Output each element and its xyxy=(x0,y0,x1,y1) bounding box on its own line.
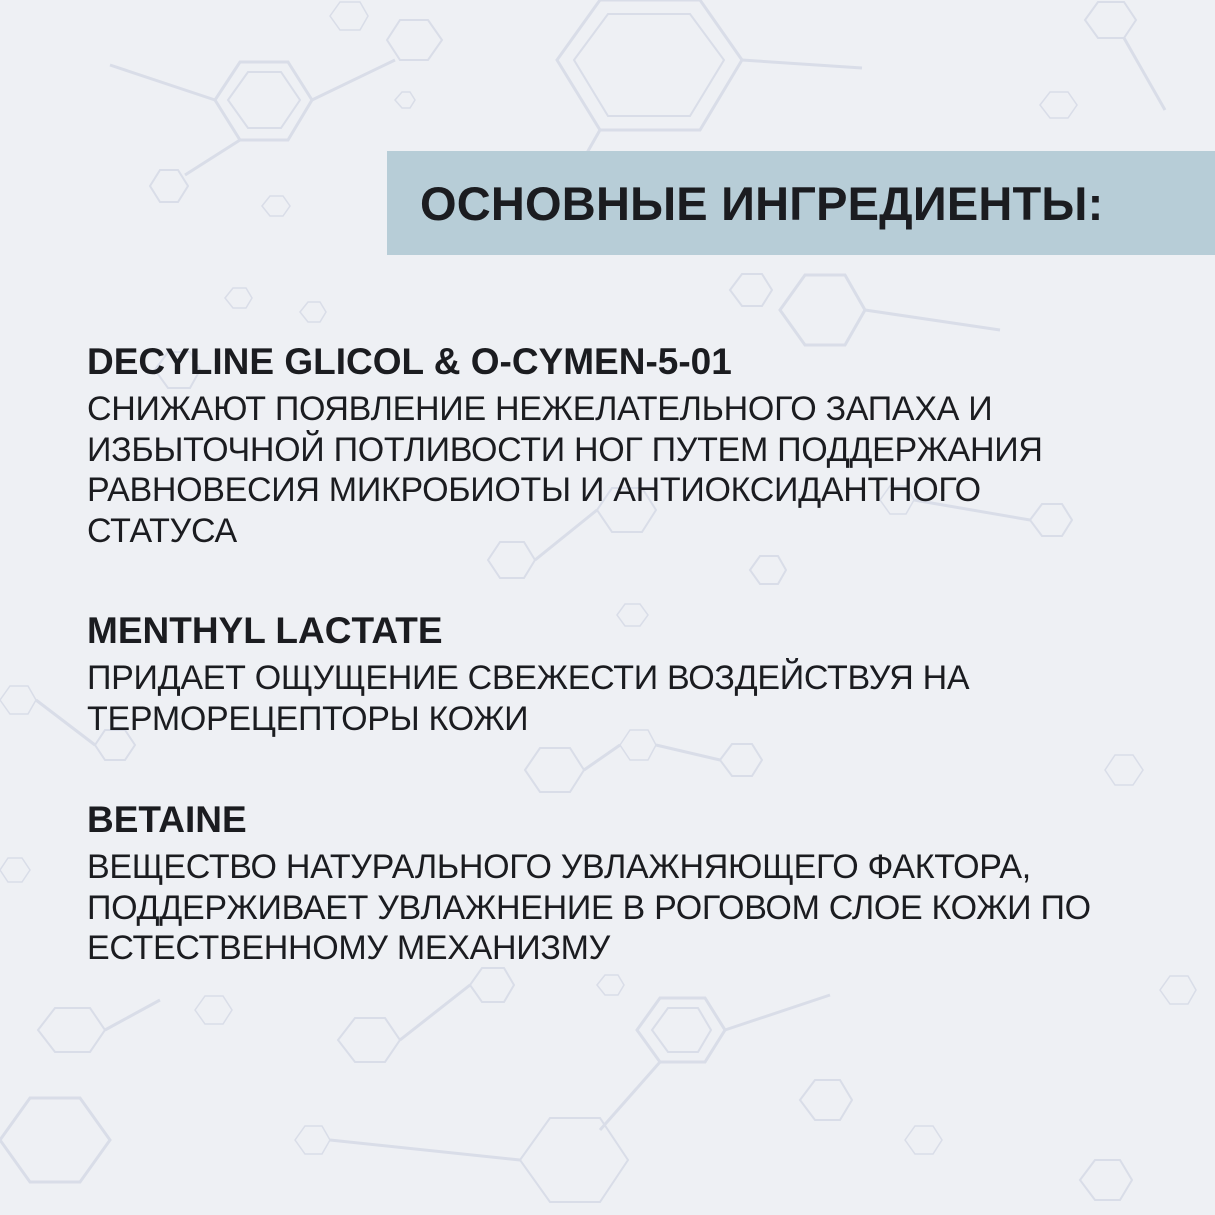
ingredient-item xyxy=(87,608,1177,739)
ingredient-name: BETAINE xyxy=(87,799,247,840)
ingredient-description: ВЕЩЕСТВО НАТУРАЛЬНОГО УВЛАЖНЯЮЩЕГО ФАКТОРА, ПОДДЕРЖИВАЕТ УВЛАЖНЕНИЕ В РОГОВОМ СЛОЕ КОЖИ ПО ЕСТЕСТВЕННОМУ МЕХАНИЗМУ xyxy=(87,848,1091,967)
page-title: ОСНОВНЫЕ ИНГРЕДИЕНТЫ: xyxy=(420,177,1104,230)
ingredient-description: СНИЖАЮТ ПОЯВЛЕНИЕ НЕЖЕЛАТЕЛЬНОГО ЗАПАХА И ИЗБЫТОЧНОЙ ПОТЛИВОСТИ НОГ ПУТЕМ ПОДДЕРЖАНИЯ РАВНОВЕСИЯ МИКРОБИОТЫ И АНТИОКСИДАНТНОГО СТАТУСА xyxy=(87,390,1043,550)
ingredient-item xyxy=(87,339,1177,551)
ingredient-name: DECYLINE GLICOL & O-CYMEN-5-01 xyxy=(87,341,732,382)
ingredient-item xyxy=(87,797,1177,969)
ingredient-description: ПРИДАЕТ ОЩУЩЕНИЕ СВЕЖЕСТИ ВОЗДЕЙСТВУЯ НА ТЕРМОРЕЦЕПТОРЫ КОЖИ xyxy=(87,659,970,738)
ingredient-name: MENTHYL LACTATE xyxy=(87,610,443,651)
